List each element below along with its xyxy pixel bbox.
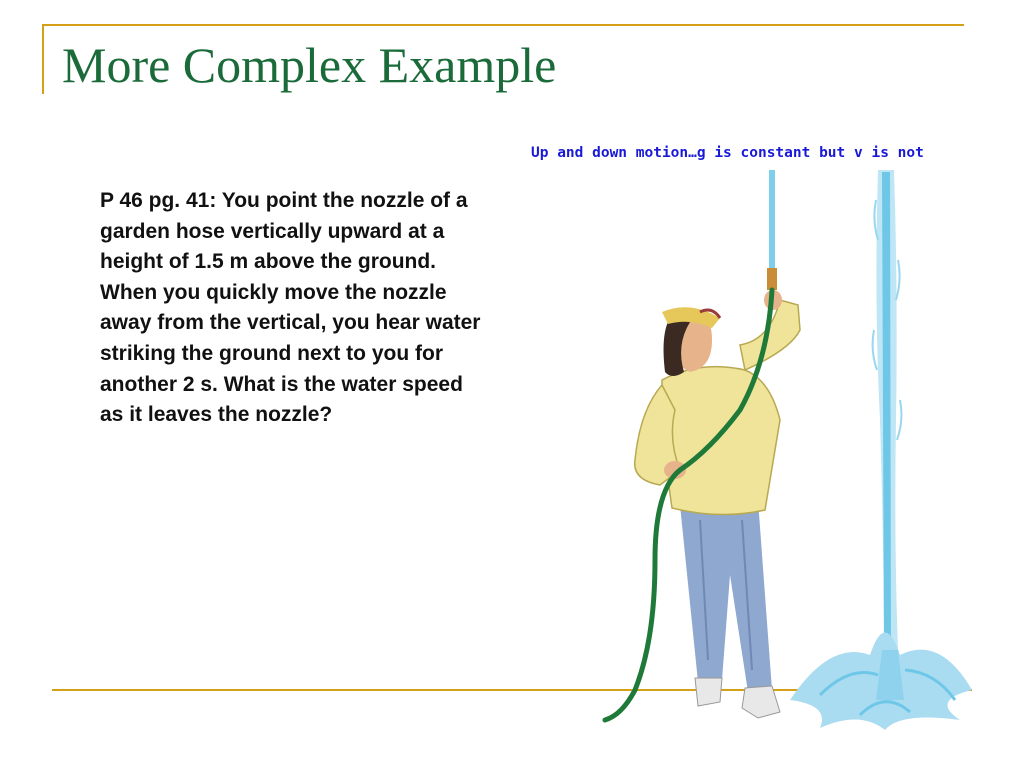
person-spraying-hose-illustration bbox=[590, 165, 990, 740]
slide-title: More Complex Example bbox=[62, 37, 557, 93]
problem-line: P 46 pg. 41: You point the nozzle of a bbox=[100, 189, 468, 212]
legs-icon bbox=[680, 500, 772, 692]
problem-text bbox=[100, 186, 580, 431]
nozzle-stream-icon bbox=[767, 170, 777, 290]
problem-line: height of 1.5 m above the ground. bbox=[100, 250, 437, 274]
problem-line: as it leaves the nozzle? bbox=[100, 403, 333, 427]
problem-line: garden hose vertically upward at a bbox=[100, 219, 445, 243]
left-accent-rule bbox=[42, 24, 44, 94]
water-column-icon bbox=[873, 170, 902, 650]
problem-line: another 2 s. What is the water speed bbox=[100, 372, 463, 396]
problem-line: striking the ground next to you for bbox=[100, 341, 443, 365]
problem-line: When you quickly move the nozzle bbox=[100, 280, 447, 304]
head-icon bbox=[662, 307, 720, 376]
top-accent-rule bbox=[42, 24, 964, 26]
sweatshirt-icon bbox=[635, 300, 800, 515]
water-splash-icon bbox=[790, 633, 972, 731]
illustration-caption: Up and down motion…g is constant but v is not bbox=[531, 145, 924, 161]
problem-line: away from the vertical, you hear water bbox=[100, 311, 481, 335]
